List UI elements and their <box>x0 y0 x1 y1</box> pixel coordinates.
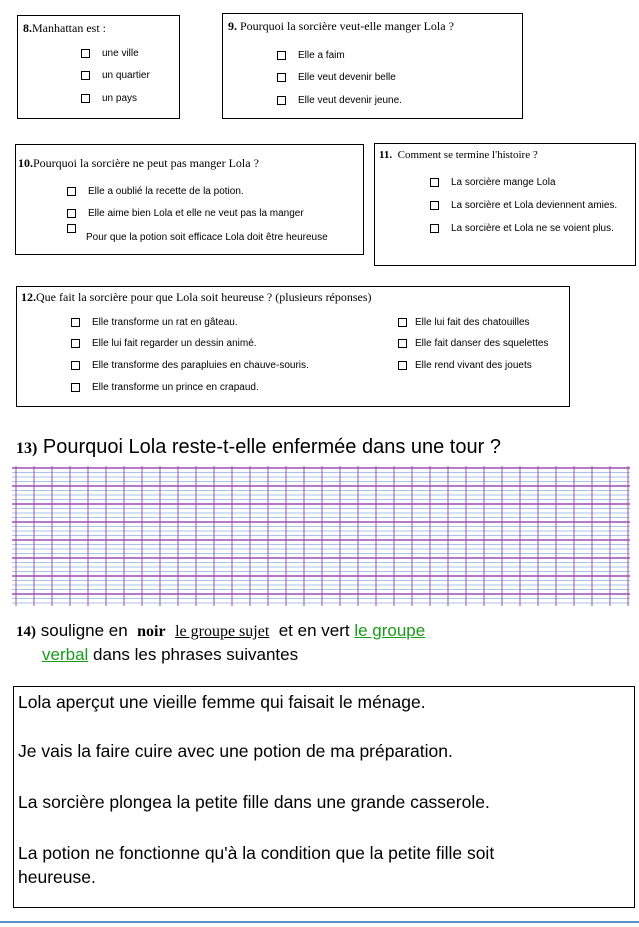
question-11-option-2[interactable]: La sorcière et Lola deviennent amies. <box>430 200 617 211</box>
le-groupe-verbal-part-2: verbal <box>42 645 89 664</box>
question-12-left-option-1[interactable]: Elle transforme un rat en gâteau. <box>71 317 238 328</box>
question-11-box <box>374 143 636 266</box>
word-noir: noir <box>137 623 166 640</box>
question-10-box <box>15 144 364 255</box>
checkbox[interactable] <box>71 361 80 370</box>
question-9-option-1[interactable]: Elle a faim <box>277 50 345 61</box>
sentence-2: Je vais la faire cuire avec une potion de ma préparation. <box>18 741 453 761</box>
question-11-option-3[interactable]: La sorcière et Lola ne se voient plus. <box>430 223 614 234</box>
checkbox[interactable] <box>398 361 407 370</box>
le-groupe-sujet: le groupe sujet <box>175 623 270 640</box>
checkbox[interactable] <box>71 339 80 348</box>
checkbox[interactable] <box>81 49 90 58</box>
bottom-rule <box>0 921 639 923</box>
question-12-left-option-3[interactable]: Elle transforme des parapluies en chauve-souris. <box>71 360 309 371</box>
question-10-option-2[interactable]: Elle aime bien Lola et elle ne veut pas la manger <box>67 208 304 219</box>
question-9-option-2[interactable]: Elle veut devenir belle <box>277 72 396 83</box>
question-12-right-option-3[interactable]: Elle rend vivant des jouets <box>398 360 532 371</box>
sentence-3: La sorcière plongea la petite fille dans une grande casserole. <box>18 792 490 812</box>
question-13-text: Pourquoi Lola reste-t-elle enfermée dans une tour ? <box>42 436 501 458</box>
checkbox[interactable] <box>81 94 90 103</box>
question-9-option-3[interactable]: Elle veut devenir jeune. <box>277 95 402 106</box>
question-8-title: 8.Manhattan est : <box>23 21 106 35</box>
question-14-number: 14) <box>16 624 36 640</box>
question-10-option-1[interactable]: Elle a oublié la recette de la potion. <box>67 186 244 197</box>
question-11-title: 11. Comment se termine l'histoire ? <box>379 149 538 161</box>
question-9-box <box>222 13 523 119</box>
question-11-option-1[interactable]: La sorcière mange Lola <box>430 177 556 188</box>
checkbox[interactable] <box>277 73 286 82</box>
checkbox[interactable] <box>430 201 439 210</box>
question-8-box <box>17 15 180 119</box>
question-8-option-2[interactable]: un quartier <box>81 70 150 81</box>
question-14-text-1: souligne en <box>40 621 128 640</box>
sentence-5: heureuse. <box>18 867 96 887</box>
checkbox[interactable] <box>398 318 407 327</box>
question-14-text-2: et en vert <box>278 621 350 640</box>
le-groupe-verbal-part-1: le groupe <box>354 621 426 640</box>
writing-grid[interactable] <box>12 466 630 606</box>
question-14-line-1 <box>16 621 425 641</box>
checkbox[interactable] <box>67 209 76 218</box>
question-13 <box>16 436 501 459</box>
question-10-title: 10.Pourquoi la sorcière ne peut pas manger Lola ? <box>18 156 259 170</box>
checkbox[interactable] <box>71 383 80 392</box>
question-12-right-option-1[interactable]: Elle lui fait des chatouilles <box>398 317 530 328</box>
question-12-title: 12.Que fait la sorcière pour que Lola soit heureuse ? (plusieurs réponses) <box>21 290 372 304</box>
checkbox[interactable] <box>67 224 76 233</box>
checkbox[interactable] <box>81 71 90 80</box>
checkbox[interactable] <box>67 187 76 196</box>
question-14-line-2 <box>42 645 298 665</box>
checkbox[interactable] <box>277 96 286 105</box>
checkbox[interactable] <box>277 51 286 60</box>
sentence-4: La potion ne fonctionne qu'à la condition que la petite fille soit <box>18 843 495 863</box>
question-10-option-3[interactable]: Pour que la potion soit efficace Lola doit être heureuse <box>67 224 328 243</box>
question-12-box <box>16 286 570 407</box>
question-8-option-3[interactable]: un pays <box>81 93 137 104</box>
question-12-left-option-4[interactable]: Elle transforme un prince en crapaud. <box>71 382 259 393</box>
question-13-number: 13) <box>16 440 38 457</box>
checkbox[interactable] <box>430 178 439 187</box>
question-14-text-3: dans les phrases suivantes <box>93 645 299 664</box>
question-9-title: 9. Pourquoi la sorcière veut-elle manger Lola ? <box>228 19 454 33</box>
question-12-right-option-2[interactable]: Elle fait danser des squelettes <box>398 338 548 349</box>
checkbox[interactable] <box>71 318 80 327</box>
checkbox[interactable] <box>430 224 439 233</box>
checkbox[interactable] <box>398 339 407 348</box>
question-8-option-1[interactable]: une ville <box>81 48 139 59</box>
sentence-1: Lola aperçut une vieille femme qui faisait le ménage. <box>18 692 426 712</box>
question-12-left-option-2[interactable]: Elle lui fait regarder un dessin animé. <box>71 338 257 349</box>
